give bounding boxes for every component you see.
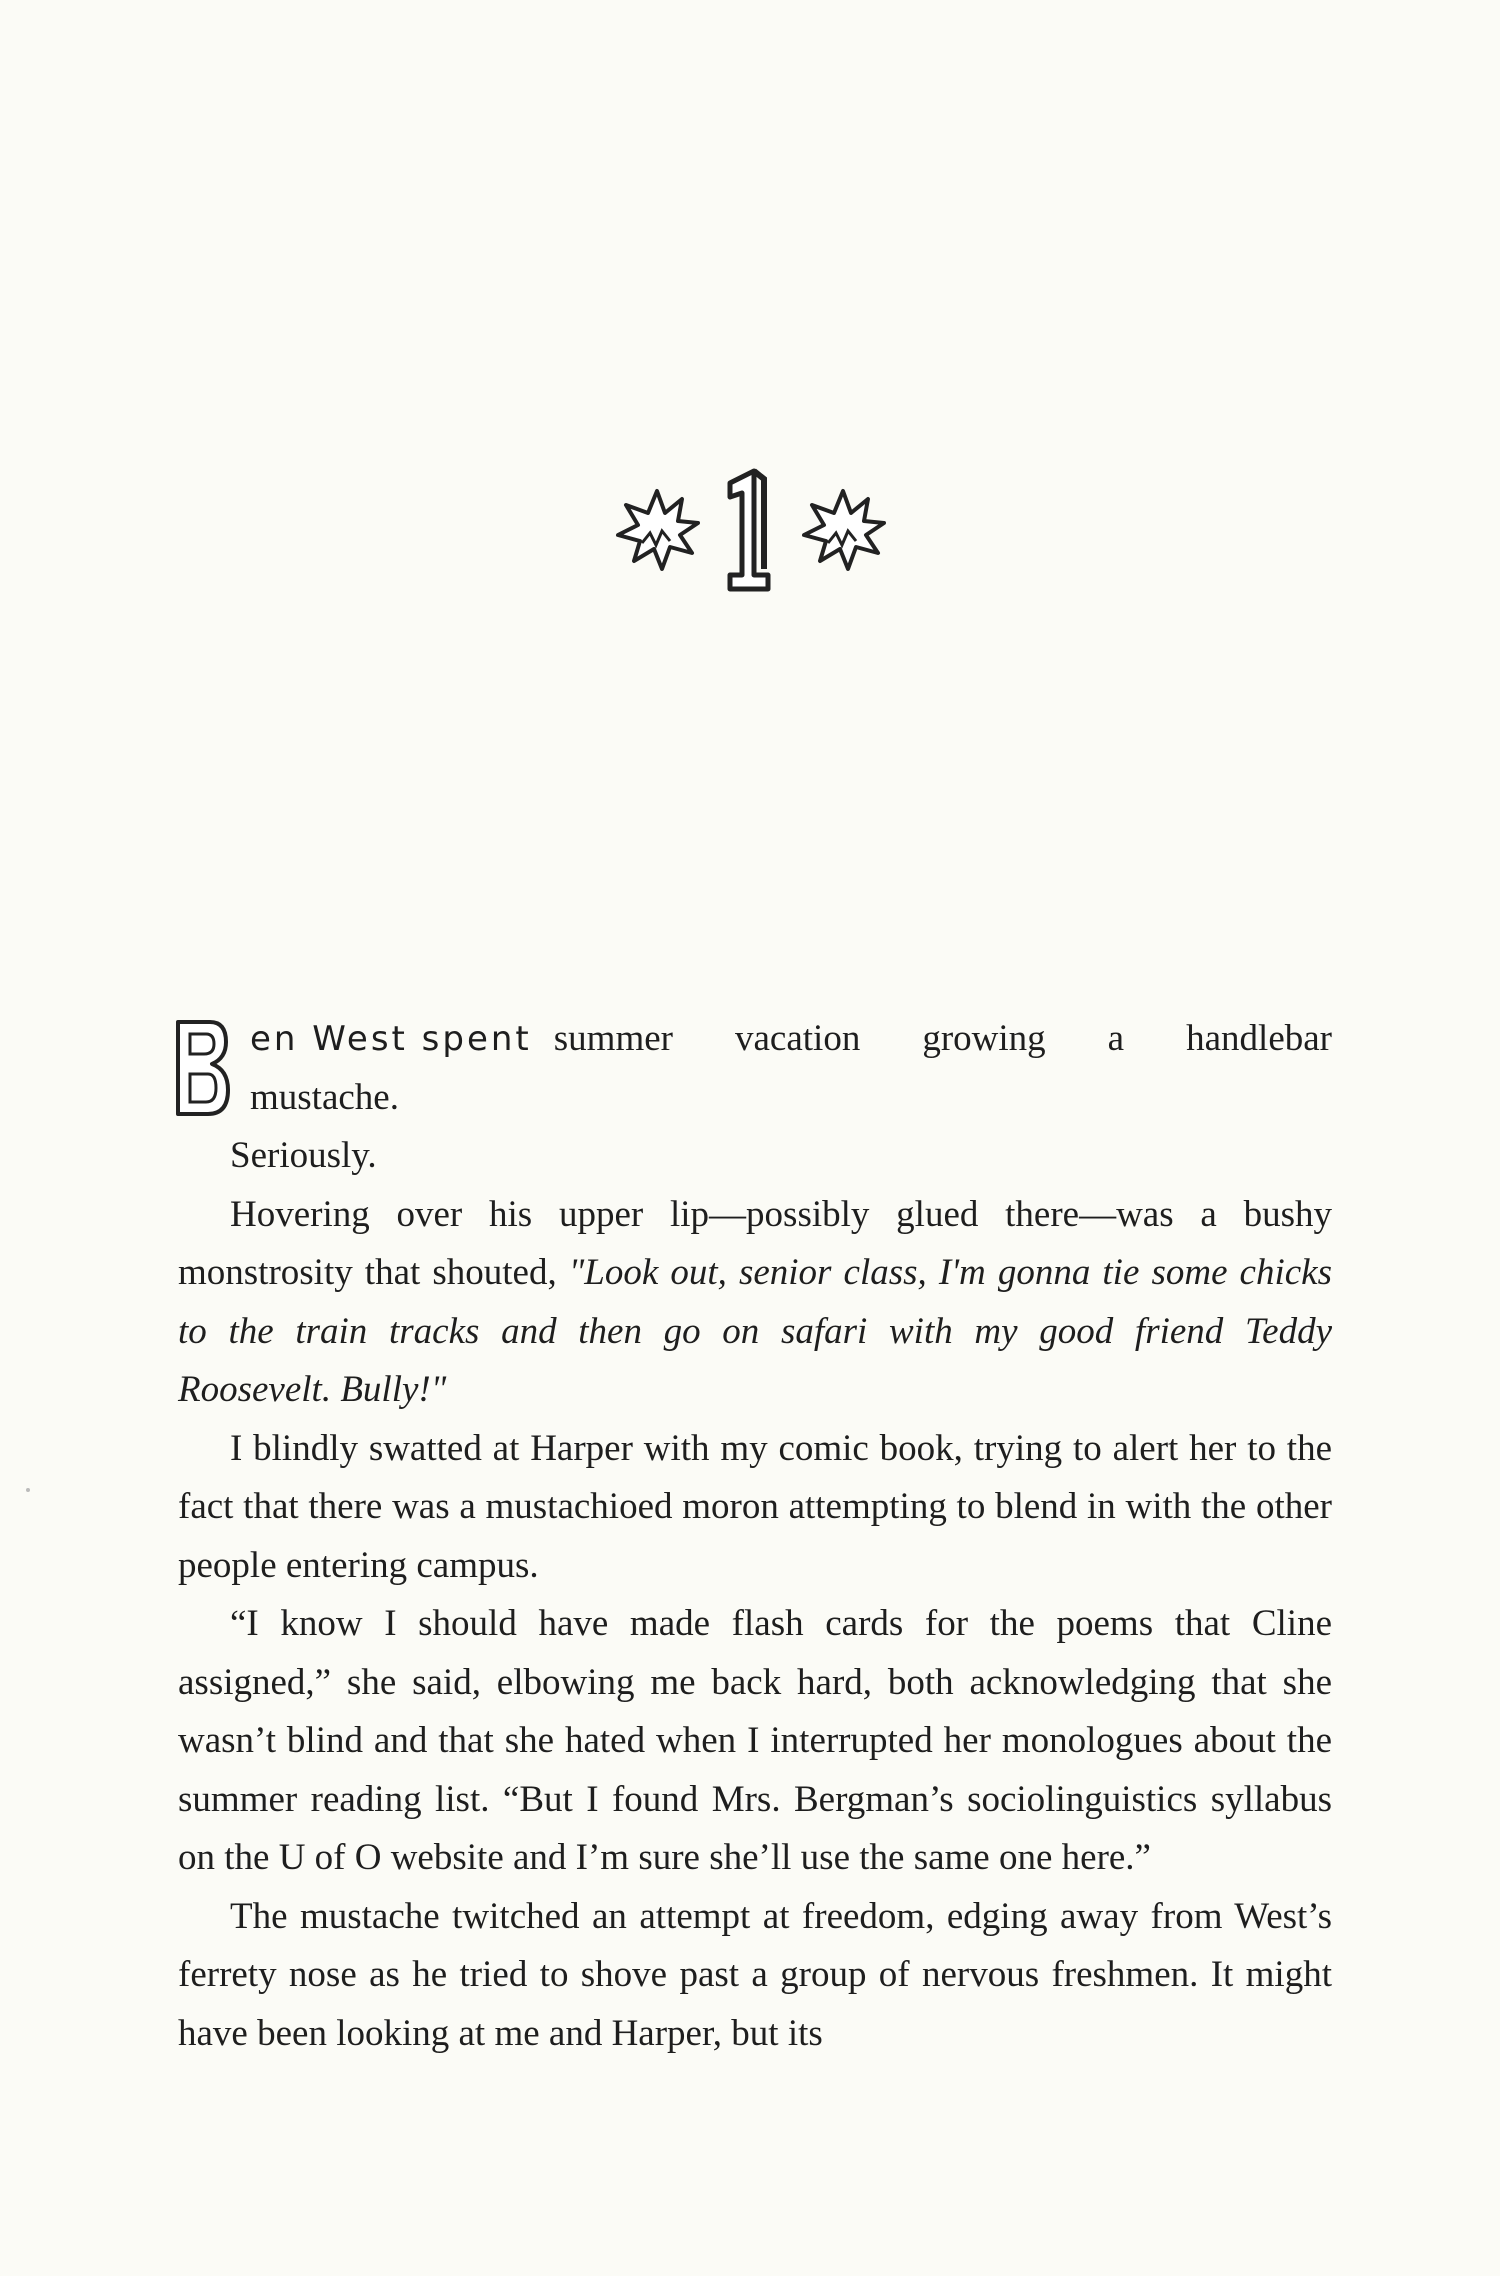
paragraph: Seriously. xyxy=(230,1135,377,1176)
quoted-speech: "Look out, senior class, I'm gonna tie some chicks to the train tracks and then go on safari with my good friend Teddy Roosevelt. Bully!" xyxy=(178,1252,1332,1410)
paragraph: I blindly swatted at Harper with my comic book, trying to alert her to the fact that there was a mustachioed moron attempting to blend in with the other people entering campus. xyxy=(178,1427,1332,1586)
chapter-number: 1 xyxy=(748,465,749,466)
chapter-heading xyxy=(0,465,1500,595)
lead-words: en West spent xyxy=(250,1019,532,1059)
opening-line-rest: summer vacation growing a handlebar xyxy=(553,1018,1332,1059)
drop-cap-letter: B xyxy=(170,1018,171,1019)
star-burst-icon xyxy=(612,485,702,575)
paragraph-text: Hovering over his upper lip—possibly glued there—was a bushy monstrosity that shouted, xyxy=(178,1193,1332,1293)
paragraph: The mustache twitched an attempt at freedom, edging away from West’s ferrety nose as he tried to shove past a group of nervous freshmen. It might have been looking at me and Harper, but its xyxy=(178,1895,1332,2054)
paragraph: “I know I should have made flash cards for the poems that Cline assigned,” she said, elbowing me back hard, both acknowledging that she wasn’t blind and that she hated when I interrupted her monologues about the summer reading list. “But I found Mrs. Bergman’s sociolinguistics syllabus on the U of O website and I’m sure she’ll use the same one here.” xyxy=(178,1603,1332,1878)
margin-speck xyxy=(26,1488,30,1492)
star-burst-icon xyxy=(798,485,888,575)
opening-line xyxy=(178,1010,1332,1069)
body-text xyxy=(170,1010,1332,2063)
paragraph xyxy=(178,1186,1332,1420)
drop-cap xyxy=(170,1018,230,1118)
opening-line-continued: mustache. xyxy=(250,1076,399,1118)
chapter-number-glyph xyxy=(720,465,780,595)
